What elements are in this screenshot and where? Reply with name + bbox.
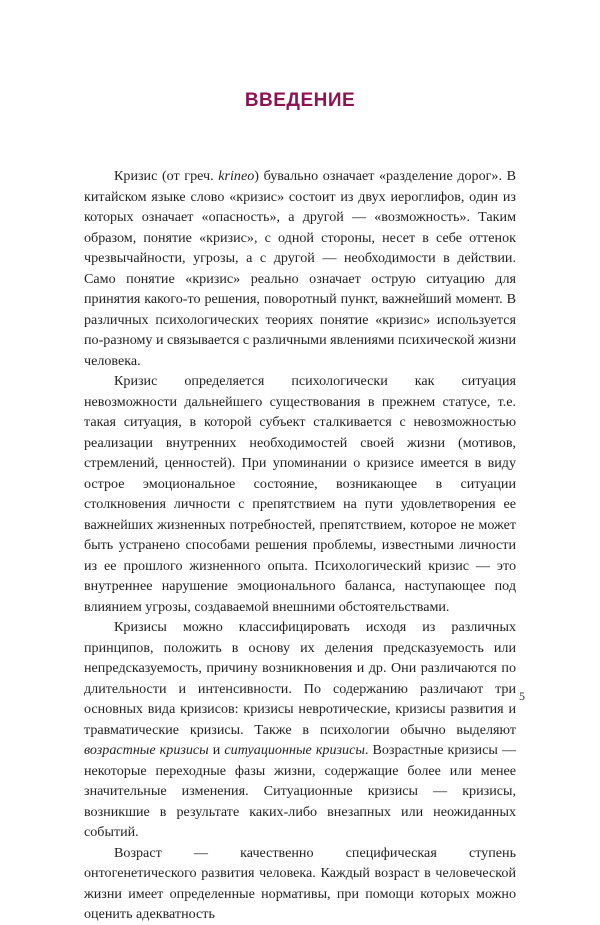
paragraph-4: Возраст — качественно специфическая ступень онтогенетического развития человека. Каждый возраст в человеческой жизни имеет определенные нормативы, при помощи которых можно оценить адекватность xyxy=(84,844,516,922)
paragraph-3-text-a: Кризисы можно классифицировать исходя из различных принципов, положить в основу их деления предсказуемость или непредсказуемость, причину возникновения и др. Они различаются по длительности и интенсивности. По содержанию различают три основных вида кризисов: кризисы невротические, кризисы развития и травматические кризисы. Также в психологии обычно выделяют xyxy=(84,619,516,738)
greek-term: krineo xyxy=(218,168,255,184)
term-situational-crises: ситуационные кризисы xyxy=(224,742,365,758)
chapter-body xyxy=(84,166,516,925)
chapter-title: ВВЕДЕНИЕ xyxy=(244,90,356,111)
paragraph-1-text-a: Кризис (от греч. xyxy=(114,168,219,184)
page-number: 5 xyxy=(519,689,525,703)
paragraph-3 xyxy=(84,617,516,843)
paragraph-1-text-b: ) бувально означает «разделение дорог». В китайском языке слово «кризис» состоит из двух иероглифов, один из которых означает «опасность», а другой — «возможность». Таким образом, понятие «кризис», с одной стороны, несет в себе оттенок чрезвычайности, угрозы, а с другой — необходимости в действии. Само понятие «кризис» реально означает острую ситуацию для принятия какого-то решения, поворотный пункт, важнейший момент. В различных психологических теориях понятие «кризис» используется по-разному и связывается с различными явлениями психической жизни человека. xyxy=(84,168,517,369)
paragraph-3-conjunction: и xyxy=(208,742,225,758)
paragraph-1 xyxy=(84,166,516,371)
paragraph-2: Кризис определяется психологически как ситуация невозможности дальнейшего существования в прежнем статусе, т.е. такая ситуация, в которой субъект сталкивается с невозможностью реализации внутренних необходимостей своей жизни (мотивов, стремлений, ценностей). При упоминании о кризисе имеется в виду острое эмоциональное состояние, возникающее в ситуации столкновения личности с препятствием на пути удовлетворения ее важнейших жизненных потребностей, препятствием, которое не может быть устранено способами решения проблемы, известными личности из ее прошлого жизненного опыта. Психологический кризис — это внутреннее нарушение эмоционального баланса, наступающее под влиянием угрозы, создаваемой внешними обстоятельствами. xyxy=(84,373,516,615)
term-age-crises: возрастные кризисы xyxy=(84,742,209,758)
paragraph-3-text-b: . Возрастные кризисы — некоторые переходные фазы жизни, содержащие более или менее значительные изменения. Ситуационные кризисы — кризисы, возникшие в результате каких-либо внезапных или неожиданных событий. xyxy=(84,742,516,840)
